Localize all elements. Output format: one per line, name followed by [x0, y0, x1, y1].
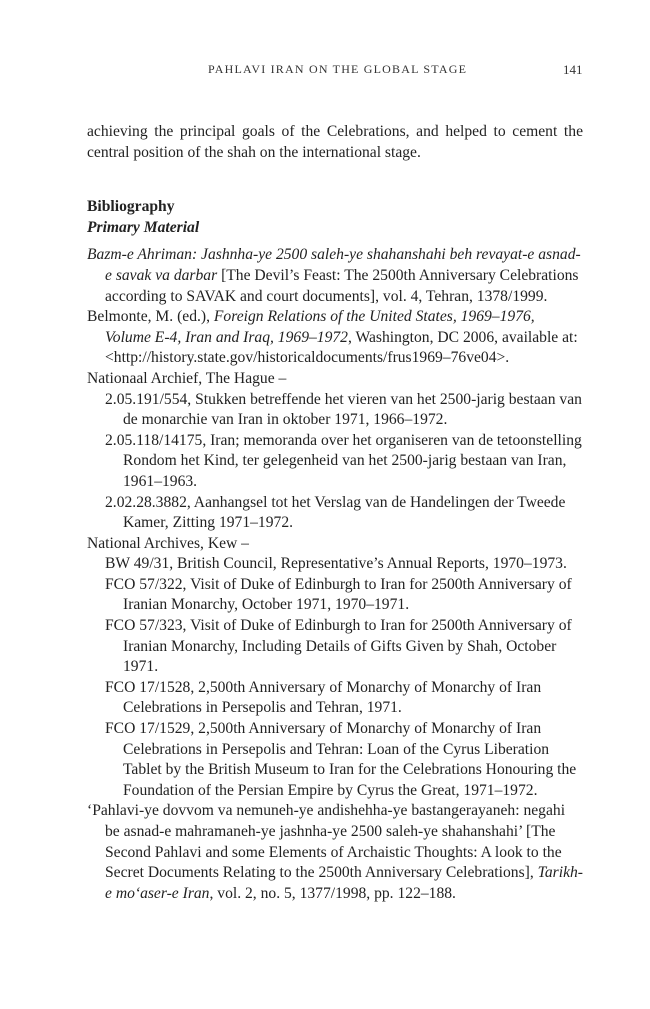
page-body — [87, 122, 583, 904]
entry-text: [The Devil’s Feast: The 2500th Anniversary Celebrations according to SAVAK and court documents], vol. 4, Tehran, 1378/1999. — [105, 266, 579, 305]
entry-italic-title: Tarikh-e mo‘aser-e Iran — [105, 864, 583, 902]
bib-subentry: FCO 17/1529, 2,500th Anniversary of Monarchy of Monarchy of Iran Celebrations in Persepolis and Tehran: Loan of the Cyrus Liberation Tablet by the British Museum to Iran for the Celebrations Honouring the Foundation of the Persian Empire by Cyrus the Great, 1971–1972. — [105, 720, 577, 799]
entry-italic-title: Bazm-e Ahriman: Jashnha-ye 2500 saleh-ye shahanshahi beh revayat-e asnad-e savak va darbar — [87, 246, 581, 284]
page-number: 141 — [563, 62, 583, 77]
bib-entry-bazm — [87, 245, 583, 307]
entry-text: , Washington, DC 2006, available at: <http://history.state.gov/historicaldocuments/frus1969–76ve04>. — [105, 328, 578, 367]
section-heading: Bibliography — [87, 198, 175, 216]
entry-lead: Belmonte, M. (ed.), — [87, 308, 214, 326]
bib-entry-belmonte — [87, 307, 583, 369]
running-head — [0, 62, 650, 82]
bib-subentry: 2.02.28.3882, Aanhangsel tot het Verslag van de Handelingen der Tweede Kamer, Zitting 1971–1972. — [105, 493, 566, 532]
bib-subentry: FCO 17/1528, 2,500th Anniversary of Monarchy of Monarchy of Iran Celebrations in Persepolis and Tehran, 1971. — [105, 678, 542, 717]
running-title: PAHLAVI IRAN ON THE GLOBAL STAGE — [208, 62, 468, 76]
subsection-heading: Primary Material — [87, 218, 200, 236]
intro-paragraph: achieving the principal goals of the Celebrations, and helped to cement the central position of the shah on the international stage. — [87, 123, 583, 161]
entry-italic-title: Foreign Relations of the United States, 1969–1976, Volume E-4, Iran and Iraq, 1969–1972 — [105, 308, 535, 346]
bib-subentry: 2.05.118/14175, Iran; memoranda over het organiseren van de tetoonstelling Rondom het Kind, ter gelegenheid van het 2500-jarig bestaan van Iran, 1961–1963. — [105, 431, 582, 490]
bib-subentry: BW 49/31, British Council, Representative’s Annual Reports, 1970–1973. — [105, 555, 567, 573]
bib-entry-national-archives: National Archives, Kew – — [87, 534, 249, 552]
entry-lead: ‘Pahlavi-ye dovvom va nemuneh-ye andishehha-ye bastangerayaneh: negahi be asnad-e mahramaneh-ye jashnha-ye 2500 saleh-ye shahanshahi’ [The Second Pahlavi and some Elements of Archaistic Thoughts: A look to the Secret Documents Relating to the 2500th Anniversary Celebrations], — [87, 802, 566, 882]
bib-entry-nationaal-archief: Nationaal Archief, The Hague – — [87, 369, 287, 387]
bib-subentry: FCO 57/322, Visit of Duke of Edinburgh to Iran for 2500th Anniversary of Iranian Monarchy, October 1971, 1970–1971. — [105, 575, 572, 614]
bib-entry-pahlavi-ye-dovvom — [87, 801, 583, 904]
entry-text: , vol. 2, no. 5, 1377/1998, pp. 122–188. — [209, 884, 456, 902]
bib-subentry: FCO 57/323, Visit of Duke of Edinburgh to Iran for 2500th Anniversary of Iranian Monarchy, Including Details of Gifts Given by Shah, October 1971. — [105, 617, 572, 676]
bib-subentry: 2.05.191/554, Stukken betreffende het vieren van het 2500-jarig bestaan van de monarchie van Iran in oktober 1971, 1966–1972. — [105, 390, 582, 429]
